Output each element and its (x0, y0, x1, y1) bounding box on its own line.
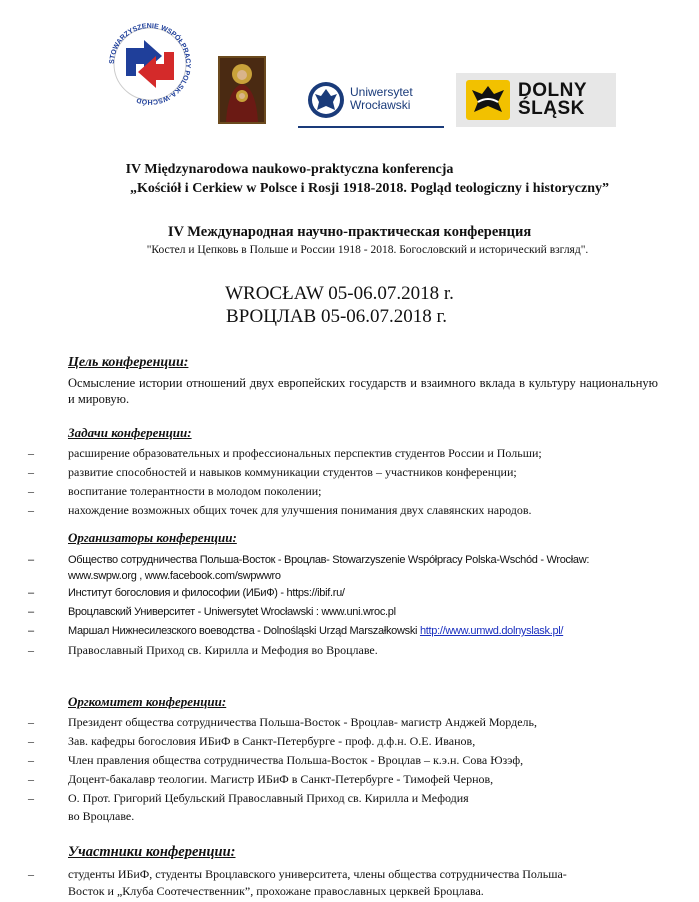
list-item: – Институт богословия и философии (ИБиФ) - https://ibif.ru/ (28, 587, 345, 599)
list-item: – студенты ИБиФ, студенты Вроцлавского университета, члены общества сотрудничества Польша- Восток и „Клуба Соотечественник”, прохожане православных церквей Броцлава. (28, 867, 567, 898)
uwr-logo (298, 76, 444, 128)
organizers-list (0, 552, 699, 660)
heading-pl-line2: „Kościół i Cerkiew w Polsce i Rosji 1918-2018. Pogląd teologiczny i historyczny” (129, 181, 610, 196)
heading-pl-line1: IV Międzynarodowa naukowo-praktyczna konferencja (125, 162, 454, 177)
uwr-eagle-icon (306, 80, 346, 120)
heading-ru-line2: "Костел и Цепковь в Польше и России 1918 - 2018. Богословский и исторический взгляд". (146, 244, 589, 256)
list-item: – Вроцлавский Университет - Uniwersytet Wrocławski : www.uni.wroc.pl (28, 606, 396, 618)
list-item: – Маршал Нижнесилезского воеводства - Dolnośląski Urząd Marszałkowski http://www.umwd.dolnyslask.pl/ (28, 625, 564, 637)
list-item: – Общество сотрудничества Польша-Восток - Вроцлав- Stowarzyszenie Współpracy Polska-Wschód - Wrocław: www.swpw.org , www.facebook.com/swpwwro (28, 554, 590, 582)
list-item: – расширение образовательных и профессиональных перспектив студентов России и Польши; (28, 446, 542, 460)
list-item: – Президент общества сотрудничества Польша-Восток - Вроцлав- магистр Анджей Мордель, (28, 715, 537, 729)
participants-title: Участники конференции: (68, 844, 236, 860)
swpw-logo-text: STOWARZYSZENIE WSPÓŁPRACY POLSKA-WSCHÓD (108, 22, 192, 106)
heading-ru-line1: IV Международная научно-практическая конференция (167, 224, 532, 240)
umwd-link[interactable]: http://www.umwd.dolnyslask.pl/ (419, 625, 564, 637)
svg-text:STOWARZYSZENIE WSPÓŁPRACY POLS (109, 23, 191, 107)
list-item: – Зав. кафедры богословия ИБиФ в Санкт-Петербурге - проф. д.ф.н. О.Е. Иванов, (28, 734, 476, 748)
organizers-title: Организаторы конференции: (68, 530, 237, 545)
list-item: – Православный Приход св. Кирилла и Мефодия во Вроцлаве. (28, 643, 378, 657)
dolny-slask-eagle-icon (464, 78, 512, 122)
goal-title: Цель конференции: (68, 355, 189, 370)
logo-bar (0, 10, 699, 125)
list-item: – воспитание толерантности в молодом поколении; (28, 484, 322, 498)
committee-title: Оргкомитет конференции: (68, 694, 227, 709)
swpw-logo (104, 14, 196, 124)
list-item: – нахождение возможных общих точек для улучшения понимания двух славянских народов. (28, 503, 532, 517)
participants-list (0, 866, 699, 900)
ds-name-line1: DOLNY (518, 80, 587, 101)
uwr-name-line1: Uniwersytet (350, 85, 413, 99)
list-item: – О. Прот. Григорий Цебульский Православный Приход св. Кирилла и Мефодия во Вроцлаве. (28, 791, 469, 823)
goal-text: Осмысление истории отношений двух европейских государств и взаимного вклада в культуру национальную и мировую. (68, 376, 658, 406)
ds-name-line2: ŚLĄSK (518, 98, 585, 119)
tasks-title: Задачи конференции: (68, 425, 192, 440)
dolny-slask-logo (456, 73, 616, 127)
list-item: – Член правления общества сотрудничества Польша-Восток - Вроцлав – к.э.н. Сова Юзэф, (28, 753, 524, 767)
list-item: – развитие способностей и навыков коммуникации студентов – участников конференции; (28, 465, 517, 479)
uwr-name-line2: Wrocławski (350, 98, 411, 112)
orthodox-icon (218, 56, 266, 124)
list-item: – Доцент-бакалавр теологии. Магистр ИБиФ в Санкт-Петербурге - Тимофей Чернов, (28, 772, 494, 786)
committee-list (0, 713, 699, 825)
place-date-ru: ВРОЦЛАВ 05-06.07.2018 г. (226, 306, 447, 327)
tasks-list (0, 444, 699, 520)
place-date-pl: WROCŁAW 05-06.07.2018 r. (225, 283, 454, 304)
